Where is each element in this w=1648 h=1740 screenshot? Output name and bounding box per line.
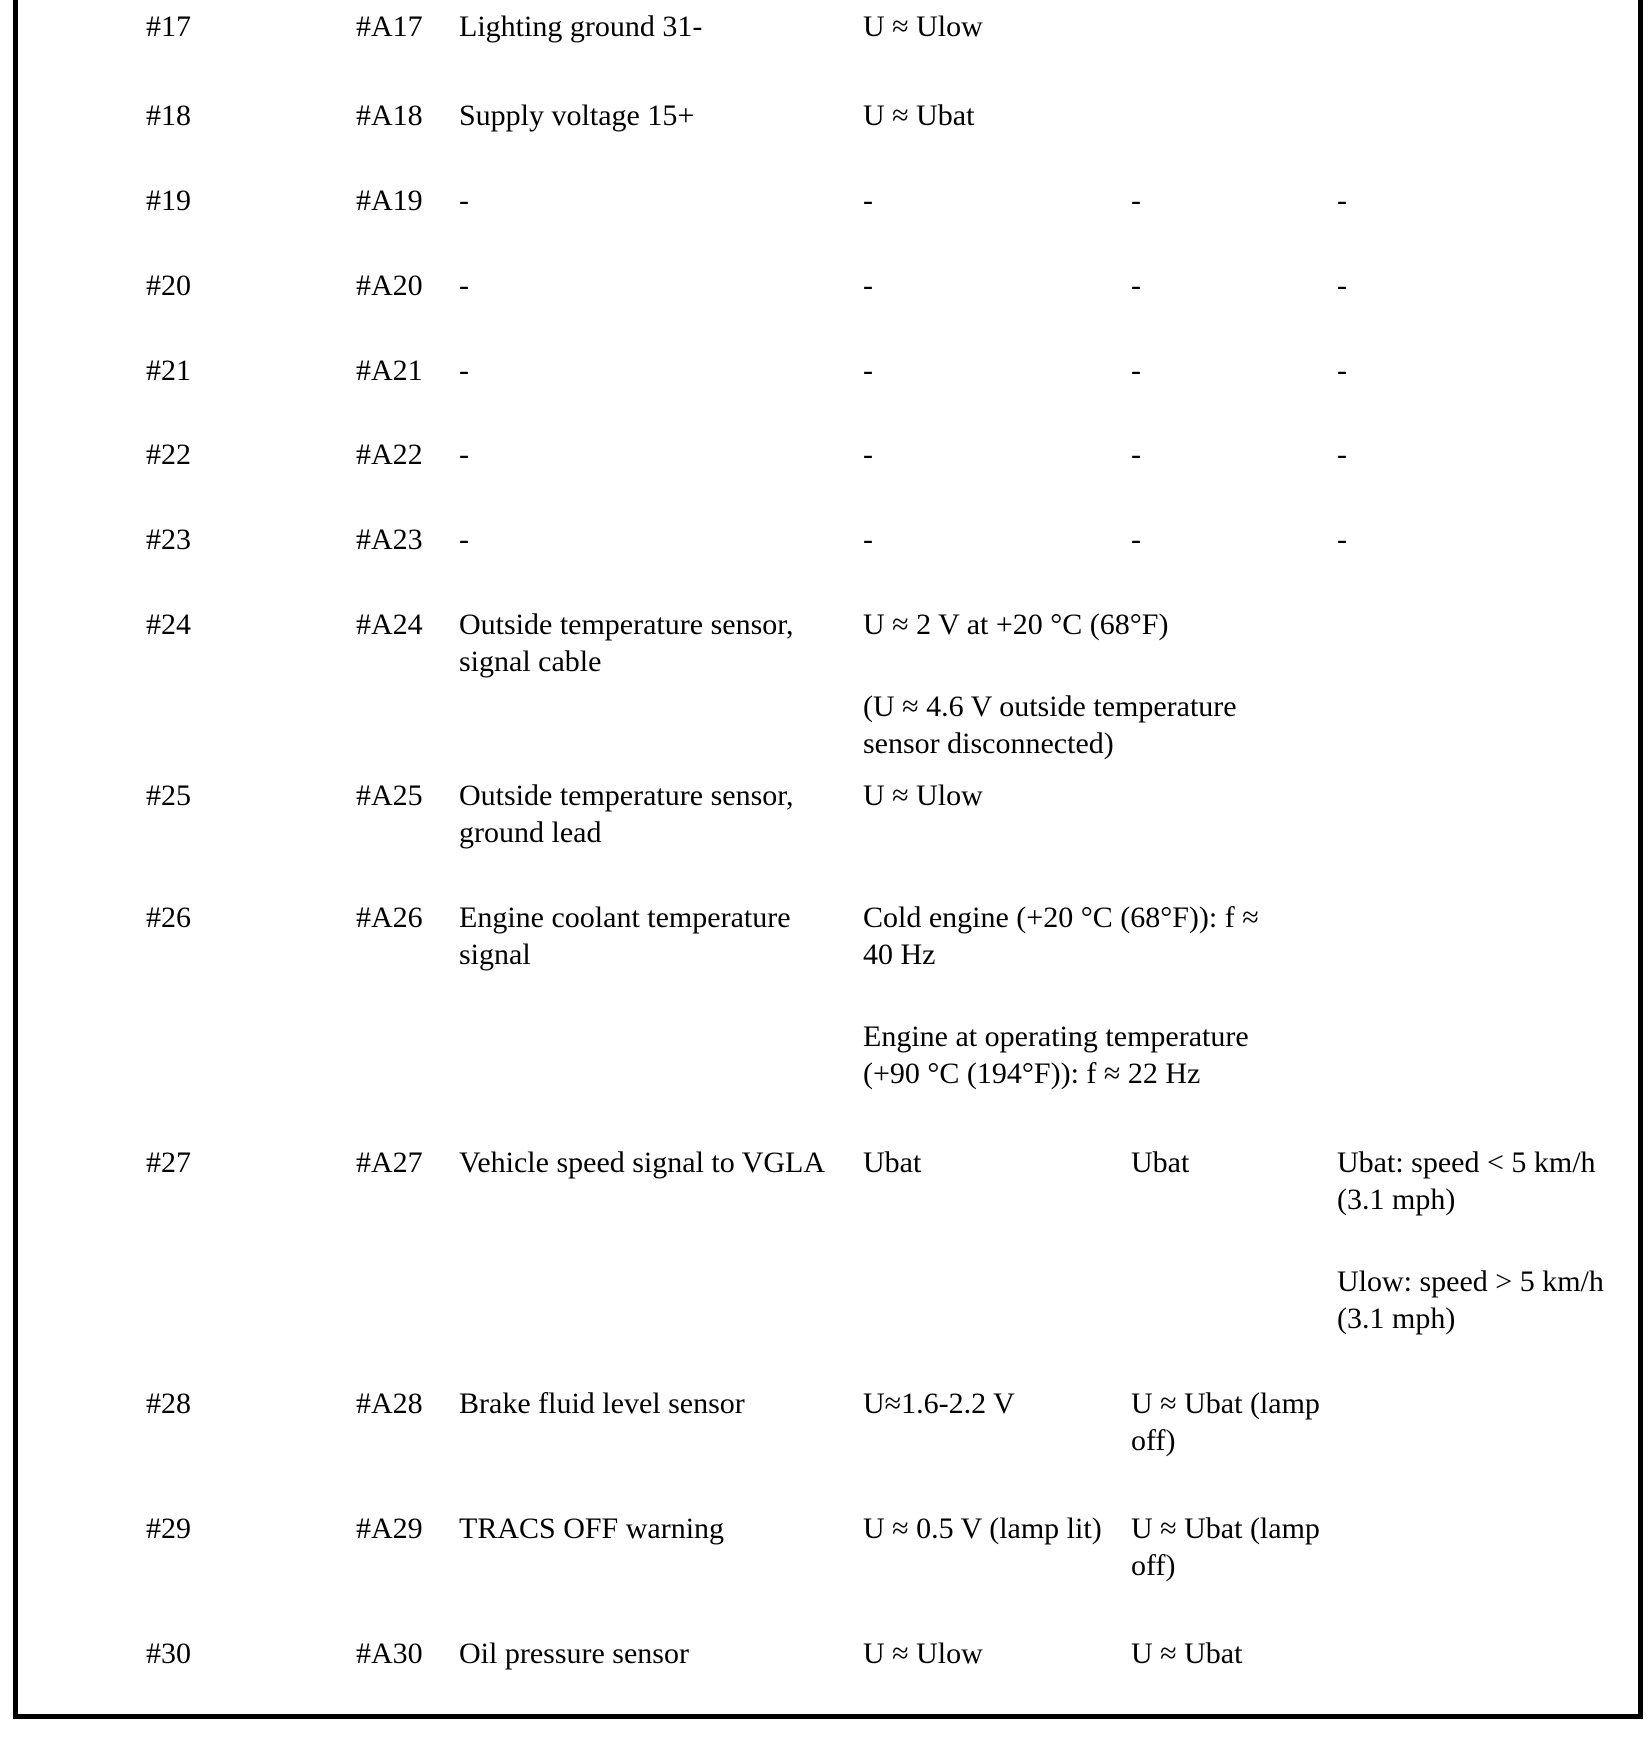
value-col-5 [1131,521,1341,558]
pin-number: #17 [146,10,191,43]
value-text: - [1131,354,1141,387]
value-text: U≈1.6-2.2 V [863,1387,1015,1420]
value-col-5 [1131,1385,1341,1459]
pin-number: #18 [146,99,191,132]
pin-description: - [459,269,469,302]
value-text: U ≈ Ubat (lamp off) [1131,1387,1320,1457]
pin-number: #19 [146,184,191,217]
value-text: U ≈ Ubat [1131,1637,1243,1670]
pin-number: #20 [146,269,191,302]
value-col-5 [1131,1635,1341,1672]
a-pin-number: #A19 [356,184,423,217]
value-text: - [1337,523,1347,556]
value-col-6 [1337,436,1627,473]
value-col-4 [863,97,1283,134]
a-pin-number: #A25 [356,779,423,812]
value-text: - [863,438,873,471]
value-col-4 [863,899,1283,1092]
pin-description: - [459,354,469,387]
pin-number: #24 [146,608,191,641]
a-pin-number: #A17 [356,10,423,43]
value-col-5 [1131,436,1341,473]
value-text: U ≈ 0.5 V (lamp lit) [863,1512,1102,1545]
table-border [13,0,1643,1719]
pin-description: Oil pressure sensor [459,1637,689,1670]
pin-number: #22 [146,438,191,471]
value-text: - [1337,438,1347,471]
a-pin-number: #A21 [356,354,423,387]
pin-number: #21 [146,354,191,387]
value-text: Ulow: speed > 5 km/h (3.1 mph) [1337,1265,1604,1335]
pin-number: #23 [146,523,191,556]
value-col-6 [1337,521,1627,558]
pin-number: #30 [146,1637,191,1670]
a-pin-number: #A27 [356,1146,423,1179]
value-text: U ≈ Ulow [863,779,983,812]
pin-number: #29 [146,1512,191,1545]
pin-description: Vehicle speed signal to VGLA [459,1146,826,1179]
value-col-4 [863,8,1283,45]
pin-description: Outside temperature sensor, ground lead [459,779,794,849]
value-text: - [1131,269,1141,302]
a-pin-number: #A29 [356,1512,423,1545]
value-col-5 [1131,182,1341,219]
a-pin-number: #A30 [356,1637,423,1670]
value-col-6 [1337,352,1627,389]
value-text: - [863,184,873,217]
value-text: - [1337,354,1347,387]
value-col-4 [863,777,1283,814]
pin-number: #26 [146,901,191,934]
value-text: - [863,523,873,556]
value-text: Ubat: speed < 5 km/h (3.1 mph) [1337,1146,1596,1216]
pin-number: #27 [146,1146,191,1179]
value-col-6 [1337,267,1627,304]
value-text: Engine at operating temperature (+90 °C (194°F)): f ≈ 22 Hz [863,1020,1249,1090]
value-text: - [863,269,873,302]
value-text: U ≈ Ubat (lamp off) [1131,1512,1320,1582]
value-col-5 [1131,1510,1341,1584]
a-pin-number: #A22 [356,438,423,471]
value-text: - [1131,438,1141,471]
a-pin-number: #A18 [356,99,423,132]
value-col-6 [1337,1144,1627,1337]
pin-description: - [459,523,469,556]
pin-number: #25 [146,779,191,812]
a-pin-number: #A24 [356,608,423,641]
value-text: - [1337,269,1347,302]
value-col-6 [1337,182,1627,219]
value-col-5 [1131,352,1341,389]
value-text: - [1131,184,1141,217]
pin-description: Outside temperature sensor, signal cable [459,608,794,678]
value-text: (U ≈ 4.6 V outside temperature sensor disconnected) [863,690,1237,760]
value-text: U ≈ 2 V at +20 °C (68°F) [863,608,1169,641]
value-col-5 [1131,1144,1341,1181]
a-pin-number: #A28 [356,1387,423,1420]
value-text: Ubat [1131,1146,1190,1179]
value-col-4 [863,606,1283,762]
a-pin-number: #A26 [356,901,423,934]
pin-description: Engine coolant temperature signal [459,901,791,971]
pin-description: Lighting ground 31- [459,10,703,43]
value-text: Ubat [863,1146,922,1179]
value-text: Cold engine (+20 °C (68°F)): f ≈ 40 Hz [863,901,1259,971]
pin-description: Brake fluid level sensor [459,1387,745,1420]
pin-description: Supply voltage 15+ [459,99,695,132]
value-text: - [1131,523,1141,556]
value-text: U ≈ Ulow [863,10,983,43]
value-text: U ≈ Ulow [863,1637,983,1670]
pin-description: - [459,184,469,217]
value-text: U ≈ Ubat [863,99,975,132]
a-pin-number: #A20 [356,269,423,302]
pin-description: - [459,438,469,471]
pin-description: TRACS OFF warning [459,1512,725,1545]
value-text: - [863,354,873,387]
a-pin-number: #A23 [356,523,423,556]
pin-number: #28 [146,1387,191,1420]
value-col-5 [1131,267,1341,304]
value-text: - [1337,184,1347,217]
